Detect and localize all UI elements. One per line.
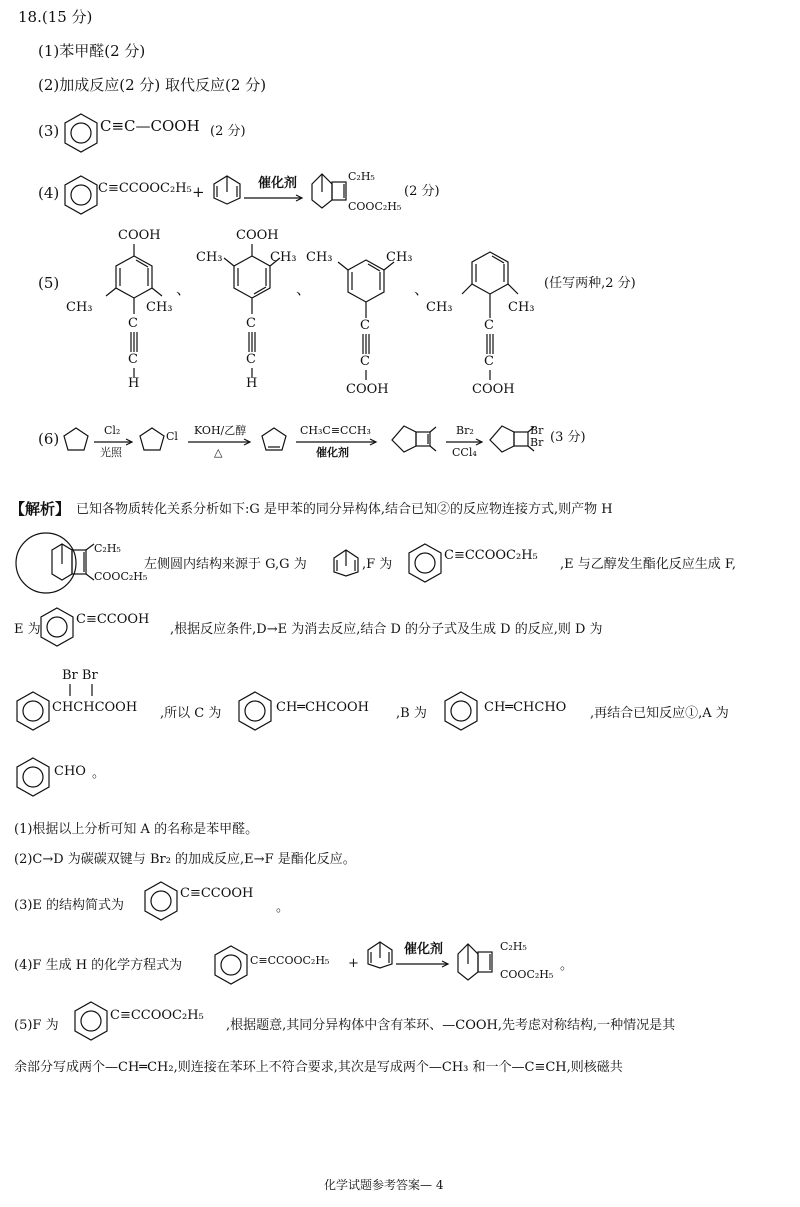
isomer3-cooh: COOH: [346, 382, 389, 397]
benzene-ring-icon: [14, 756, 52, 798]
separator-comma: 、: [296, 280, 312, 298]
substituent-br-bottom: Br: [530, 436, 544, 449]
analysis-tag: 【解析】: [10, 500, 71, 518]
solution-2: (2)C→D 为碳碳双键与 Br₂ 的加成反应,E→F 是酯化反应。: [14, 852, 356, 867]
d-formula: CHCHCOOH: [52, 700, 138, 715]
solution-5a: (5)F 为: [14, 1018, 59, 1033]
analysis-line-4b: ,所以 C 为: [160, 706, 222, 721]
isomer3-c2: C: [360, 354, 370, 369]
reaction-arrow-icon: [296, 438, 380, 446]
solution-4a: (4)F 生成 H 的化学方程式为: [14, 958, 183, 973]
solution-4-catalyst: 催化剂: [404, 942, 444, 957]
d-br-labels: Br Br: [62, 668, 98, 683]
cyclopentene-icon: [260, 426, 288, 452]
reaction-arrow-icon: [94, 438, 136, 446]
chlorocyclopentane-icon: [138, 426, 166, 452]
answer-1: (1)苯甲醛(2 分): [38, 42, 146, 60]
isomer2-ring-icon: [220, 244, 286, 314]
condition-catalyst: 催化剂: [316, 446, 349, 459]
isomer1-ch3-right: CH₃: [146, 300, 173, 315]
answer-4-score: (2 分): [404, 184, 440, 199]
h-substituent-ester: COOC₂H₅: [348, 200, 402, 213]
answer-3-formula: C≡C—COOH: [100, 117, 200, 135]
reaction-arrow-icon: [396, 960, 452, 968]
bicyclic-alkene-icon: [388, 424, 440, 454]
catalyst-label: 催化剂: [258, 176, 298, 191]
answer-6-score: (3 分): [550, 430, 586, 445]
page-footer: 化学试题参考答案— 4: [324, 1178, 444, 1192]
reagent-koh: KOH/乙醇: [194, 424, 247, 437]
c-formula: CH═CHCOOH: [276, 700, 369, 715]
cyclopentane-icon: [62, 426, 90, 452]
condition-light: 光照: [100, 446, 122, 459]
reaction-arrow-icon: [446, 438, 486, 446]
substituent-cl: Cl: [166, 430, 178, 443]
answer-3-score: (2 分): [210, 124, 246, 139]
solution-1: (1)根据以上分析可知 A 的名称是苯甲醛。: [14, 822, 259, 837]
answer-2: (2)加成反应(2 分) 取代反应(2 分): [38, 76, 267, 94]
benzene-ring-icon: [72, 1000, 110, 1042]
question-number: 18.(15 分): [18, 8, 93, 26]
period-mark: 。: [276, 900, 290, 915]
e-formula: C≡CCOOH: [76, 612, 150, 627]
isomer4-c1: C: [484, 318, 494, 333]
triple-bond-icon: [486, 334, 494, 354]
substituent-br-top: Br: [530, 424, 544, 437]
b-formula: CH═CHCHO: [484, 700, 567, 715]
solution-3a: (3)E 的结构简式为: [14, 898, 125, 913]
reagent-butyne: CH₃C≡CCH₃: [300, 424, 371, 437]
solution-5c: ,根据题意,其同分异构体中含有苯环、—COOH,先考虑对称结构,一种情况是其: [226, 1018, 676, 1033]
circled-h-structure-icon: [14, 530, 154, 596]
d-br-bonds-icon: [64, 684, 98, 696]
benzene-ring-icon: [38, 606, 76, 648]
separator-comma: 、: [414, 280, 430, 298]
isomer4-ch3-right: CH₃: [508, 300, 535, 315]
plus-sign: +: [192, 183, 205, 201]
answer-4-reactant: C≡CCOOC₂H₅: [98, 181, 192, 196]
a-formula: CHO: [54, 764, 86, 779]
benzene-ring-icon: [236, 690, 274, 732]
answer-4-label: (4): [38, 184, 60, 202]
h-substituent-ethyl: C₂H₅: [348, 170, 375, 183]
benzene-ring-icon: [142, 880, 180, 922]
solution-3-formula: C≡CCOOH: [180, 886, 254, 901]
analysis-line-3c: ,根据反应条件,D→E 为消去反应,结合 D 的分子式及生成 D 的反应,则 D 为: [170, 622, 603, 637]
norbornadiene-icon: [210, 170, 244, 206]
reagent-br2: Br₂: [456, 424, 474, 437]
isomer1-cooh: COOH: [118, 228, 161, 243]
solution-4-reactant: C≡CCOOC₂H₅: [250, 954, 330, 967]
answer-5-score: (任写两种,2 分): [544, 276, 636, 291]
plus-sign: +: [348, 956, 359, 971]
benzene-ring-icon: [14, 690, 52, 732]
analysis-line-2b: ,F 为: [362, 557, 393, 572]
isomer1-c1: C: [128, 316, 138, 331]
isomer4-ch3-left: CH₃: [426, 300, 453, 315]
condition-heat: △: [214, 446, 223, 459]
f-formula: C≡CCOOC₂H₅: [444, 548, 538, 563]
analysis-line-1: 已知各物质转化关系分析如下:G 是甲苯的同分异构体,结合已知②的反应物连接方式,则产物 H: [76, 502, 613, 517]
answer-3-label: (3): [38, 122, 60, 140]
product-h-structure-icon: [308, 168, 352, 212]
norbornadiene-icon: [364, 936, 396, 970]
isomer1-c2: C: [128, 352, 138, 367]
norbornadiene-icon: [330, 546, 362, 578]
triple-bond-icon: [362, 334, 370, 354]
reagent-cl2: Cl₂: [104, 424, 121, 437]
analysis-line-2d: ,E 与乙醇发生酯化反应生成 F,: [560, 557, 737, 572]
benzene-ring-icon: [442, 690, 480, 732]
isomer2-ch3-left: CH₃: [196, 250, 223, 265]
single-bond-icon: [489, 370, 491, 380]
isomer2-ch3-right: CH₃: [270, 250, 297, 265]
solution-4-sub-ethyl: C₂H₅: [500, 940, 527, 953]
period-mark: 。: [92, 766, 106, 781]
isomer4-c2: C: [484, 354, 494, 369]
isomer2-cooh: COOH: [236, 228, 279, 243]
isomer2-h: H: [246, 376, 258, 391]
triple-bond-icon: [130, 332, 138, 352]
h-sub-ester: COOC₂H₅: [94, 570, 148, 583]
solution-5-formula: C≡CCOOC₂H₅: [110, 1008, 204, 1023]
isomer3-ch3-left: CH₃: [306, 250, 333, 265]
isomer3-c1: C: [360, 318, 370, 333]
single-bond-icon: [365, 370, 367, 380]
period-mark: 。: [560, 958, 574, 973]
reaction-arrow-icon: [188, 438, 254, 446]
benzene-ring-icon: [406, 542, 444, 584]
analysis-line-2a: 左侧圆内结构来源于 G,G 为: [144, 557, 307, 572]
isomer4-cooh: COOH: [472, 382, 515, 397]
benzene-ring-icon: [62, 112, 100, 154]
isomer2-c1: C: [246, 316, 256, 331]
h-sub-ethyl: C₂H₅: [94, 542, 121, 555]
product-h-structure-icon: [454, 938, 502, 984]
analysis-line-4d: ,B 为: [396, 706, 427, 721]
benzene-ring-icon: [212, 944, 250, 986]
analysis-line-4f: ,再结合已知反应①,A 为: [590, 706, 729, 721]
benzene-ring-icon: [62, 174, 100, 216]
analysis-line-3a: E 为: [14, 622, 41, 637]
isomer1-ch3-left: CH₃: [66, 300, 93, 315]
solution-6: 余部分写成两个—CH═CH₂,则连接在苯环上不符合要求,其次是写成两个—CH₃ 和一个—C≡CH,则核磁共: [14, 1060, 623, 1075]
reaction-arrow-icon: [244, 194, 306, 202]
isomer2-c2: C: [246, 352, 256, 367]
isomer1-h: H: [128, 376, 140, 391]
solvent-ccl4: CCl₄: [452, 446, 477, 459]
answer-6-label: (6): [38, 430, 60, 448]
isomer3-ch3-right: CH₃: [386, 250, 413, 265]
triple-bond-icon: [248, 332, 256, 352]
solution-4-sub-ester: COOC₂H₅: [500, 968, 554, 981]
answer-5-label: (5): [38, 274, 60, 292]
separator-comma: 、: [176, 280, 192, 298]
